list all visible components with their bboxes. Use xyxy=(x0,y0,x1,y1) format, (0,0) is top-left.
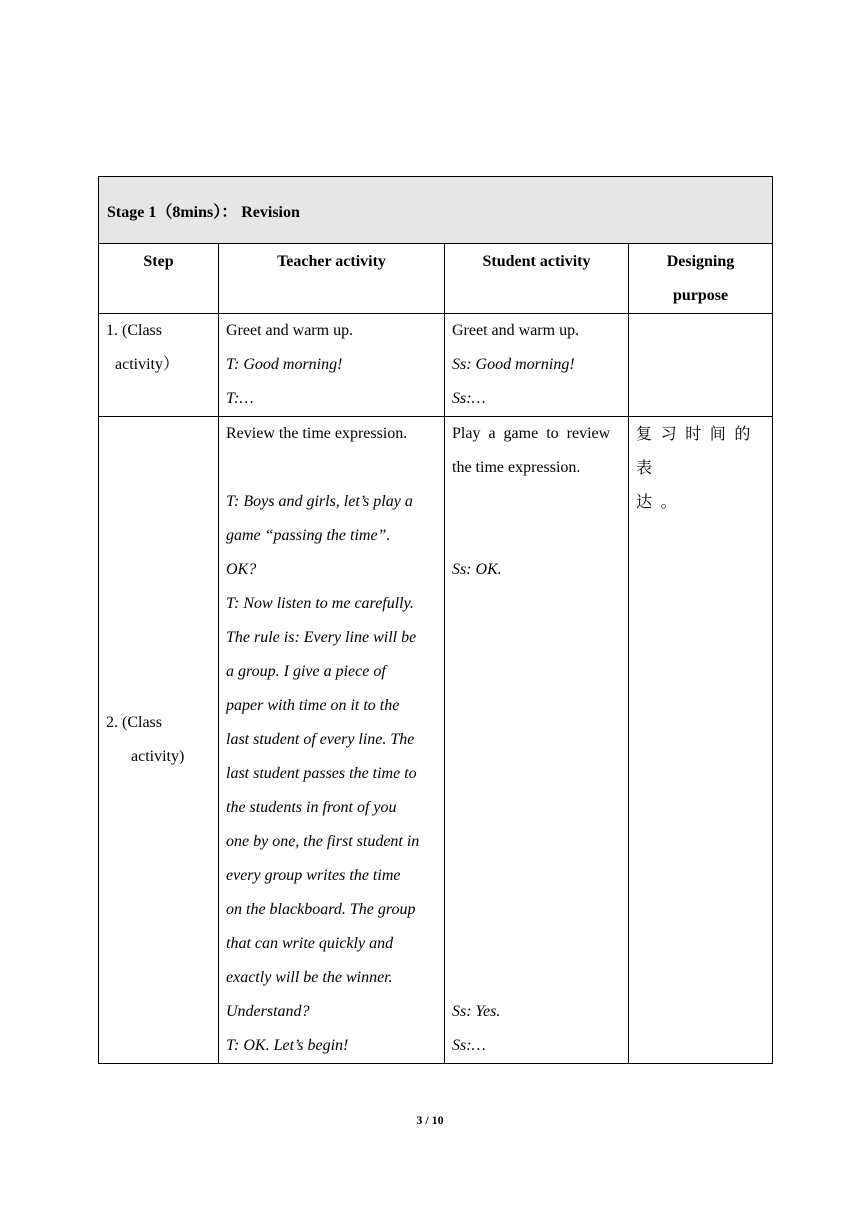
teacher2-gap xyxy=(226,451,437,485)
step2-line1: 2. (Class xyxy=(106,714,162,731)
teacher2-line: the students in front of you xyxy=(226,799,397,816)
student2-ok: Ss: OK. xyxy=(452,561,502,578)
table-row xyxy=(99,314,773,417)
step1-line1: 1. (Class xyxy=(106,322,162,339)
teacher2-line: one by one, the first student in xyxy=(226,833,420,850)
header-purpose-line2: purpose xyxy=(672,287,729,304)
purpose2-line1: 复习时间的表 xyxy=(636,424,760,477)
student-cell-1 xyxy=(445,314,629,417)
lesson-plan-table xyxy=(98,176,773,1064)
student2-gap xyxy=(452,485,621,519)
header-purpose-line1: Designing xyxy=(666,253,735,270)
teacher2-line: that can write quickly and xyxy=(226,935,394,952)
teacher2-line: Understand? xyxy=(226,1003,310,1020)
teacher-cell-2 xyxy=(219,417,445,1064)
student1-line3: Ss:… xyxy=(452,390,486,407)
teacher1-line3: T:… xyxy=(226,390,254,407)
purpose-cell-2 xyxy=(629,417,773,1064)
teacher2-line: game “passing the time”. xyxy=(226,527,391,544)
step-cell-2 xyxy=(99,417,219,1064)
page-number: 3 / 10 xyxy=(416,1113,444,1127)
header-student-activity: Student activity xyxy=(445,244,629,314)
step-cell-1 xyxy=(99,314,219,417)
student2-line2: the time expression. xyxy=(452,459,581,476)
purpose2-line2: 达。 xyxy=(636,492,686,511)
student2-gap xyxy=(452,519,621,553)
teacher2-line: every group writes the time xyxy=(226,867,401,884)
teacher2-line: The rule is: Every line will be xyxy=(226,629,417,646)
student2-line1: Play a game to review xyxy=(452,425,611,442)
teacher2-intro: Review the time expression. xyxy=(226,425,408,442)
student1-line1: Greet and warm up. xyxy=(452,322,580,339)
header-teacher-activity: Teacher activity xyxy=(219,244,445,314)
teacher2-line: last student passes the time to xyxy=(226,765,417,782)
teacher2-line: last student of every line. The xyxy=(226,731,415,748)
student1-line2: Ss: Good morning! xyxy=(452,356,575,373)
student-cell-2 xyxy=(445,417,629,1064)
teacher1-line2: T: Good morning! xyxy=(226,356,343,373)
stage-title: Stage 1（8mins）： Revision xyxy=(99,177,773,244)
teacher-cell-1 xyxy=(219,314,445,417)
stage-row xyxy=(99,177,773,244)
teacher1-line1: Greet and warm up. xyxy=(226,322,354,339)
teacher2-line: T: Boys and girls, let’s play a xyxy=(226,493,413,510)
teacher2-line: OK? xyxy=(226,561,257,578)
teacher2-line: T: OK. Let’s begin! xyxy=(226,1037,349,1054)
teacher2-line: on the blackboard. The group xyxy=(226,901,416,918)
header-step: Step xyxy=(99,244,219,314)
teacher2-line: paper with time on it to the xyxy=(226,697,400,714)
header-row xyxy=(99,244,773,314)
header-designing-purpose xyxy=(629,244,773,314)
step1-line2: activity） xyxy=(115,356,179,373)
table-row xyxy=(99,417,773,1064)
teacher2-line: exactly will be the winner. xyxy=(226,969,393,986)
student2-end: Ss:… xyxy=(452,1037,486,1054)
teacher2-line: T: Now listen to me carefully. xyxy=(226,595,414,612)
purpose-cell-1 xyxy=(629,314,773,417)
student2-gap xyxy=(452,587,621,995)
teacher2-line: a group. I give a piece of xyxy=(226,663,386,680)
student2-yes: Ss: Yes. xyxy=(452,1003,501,1020)
step2-line2: activity) xyxy=(131,748,185,765)
